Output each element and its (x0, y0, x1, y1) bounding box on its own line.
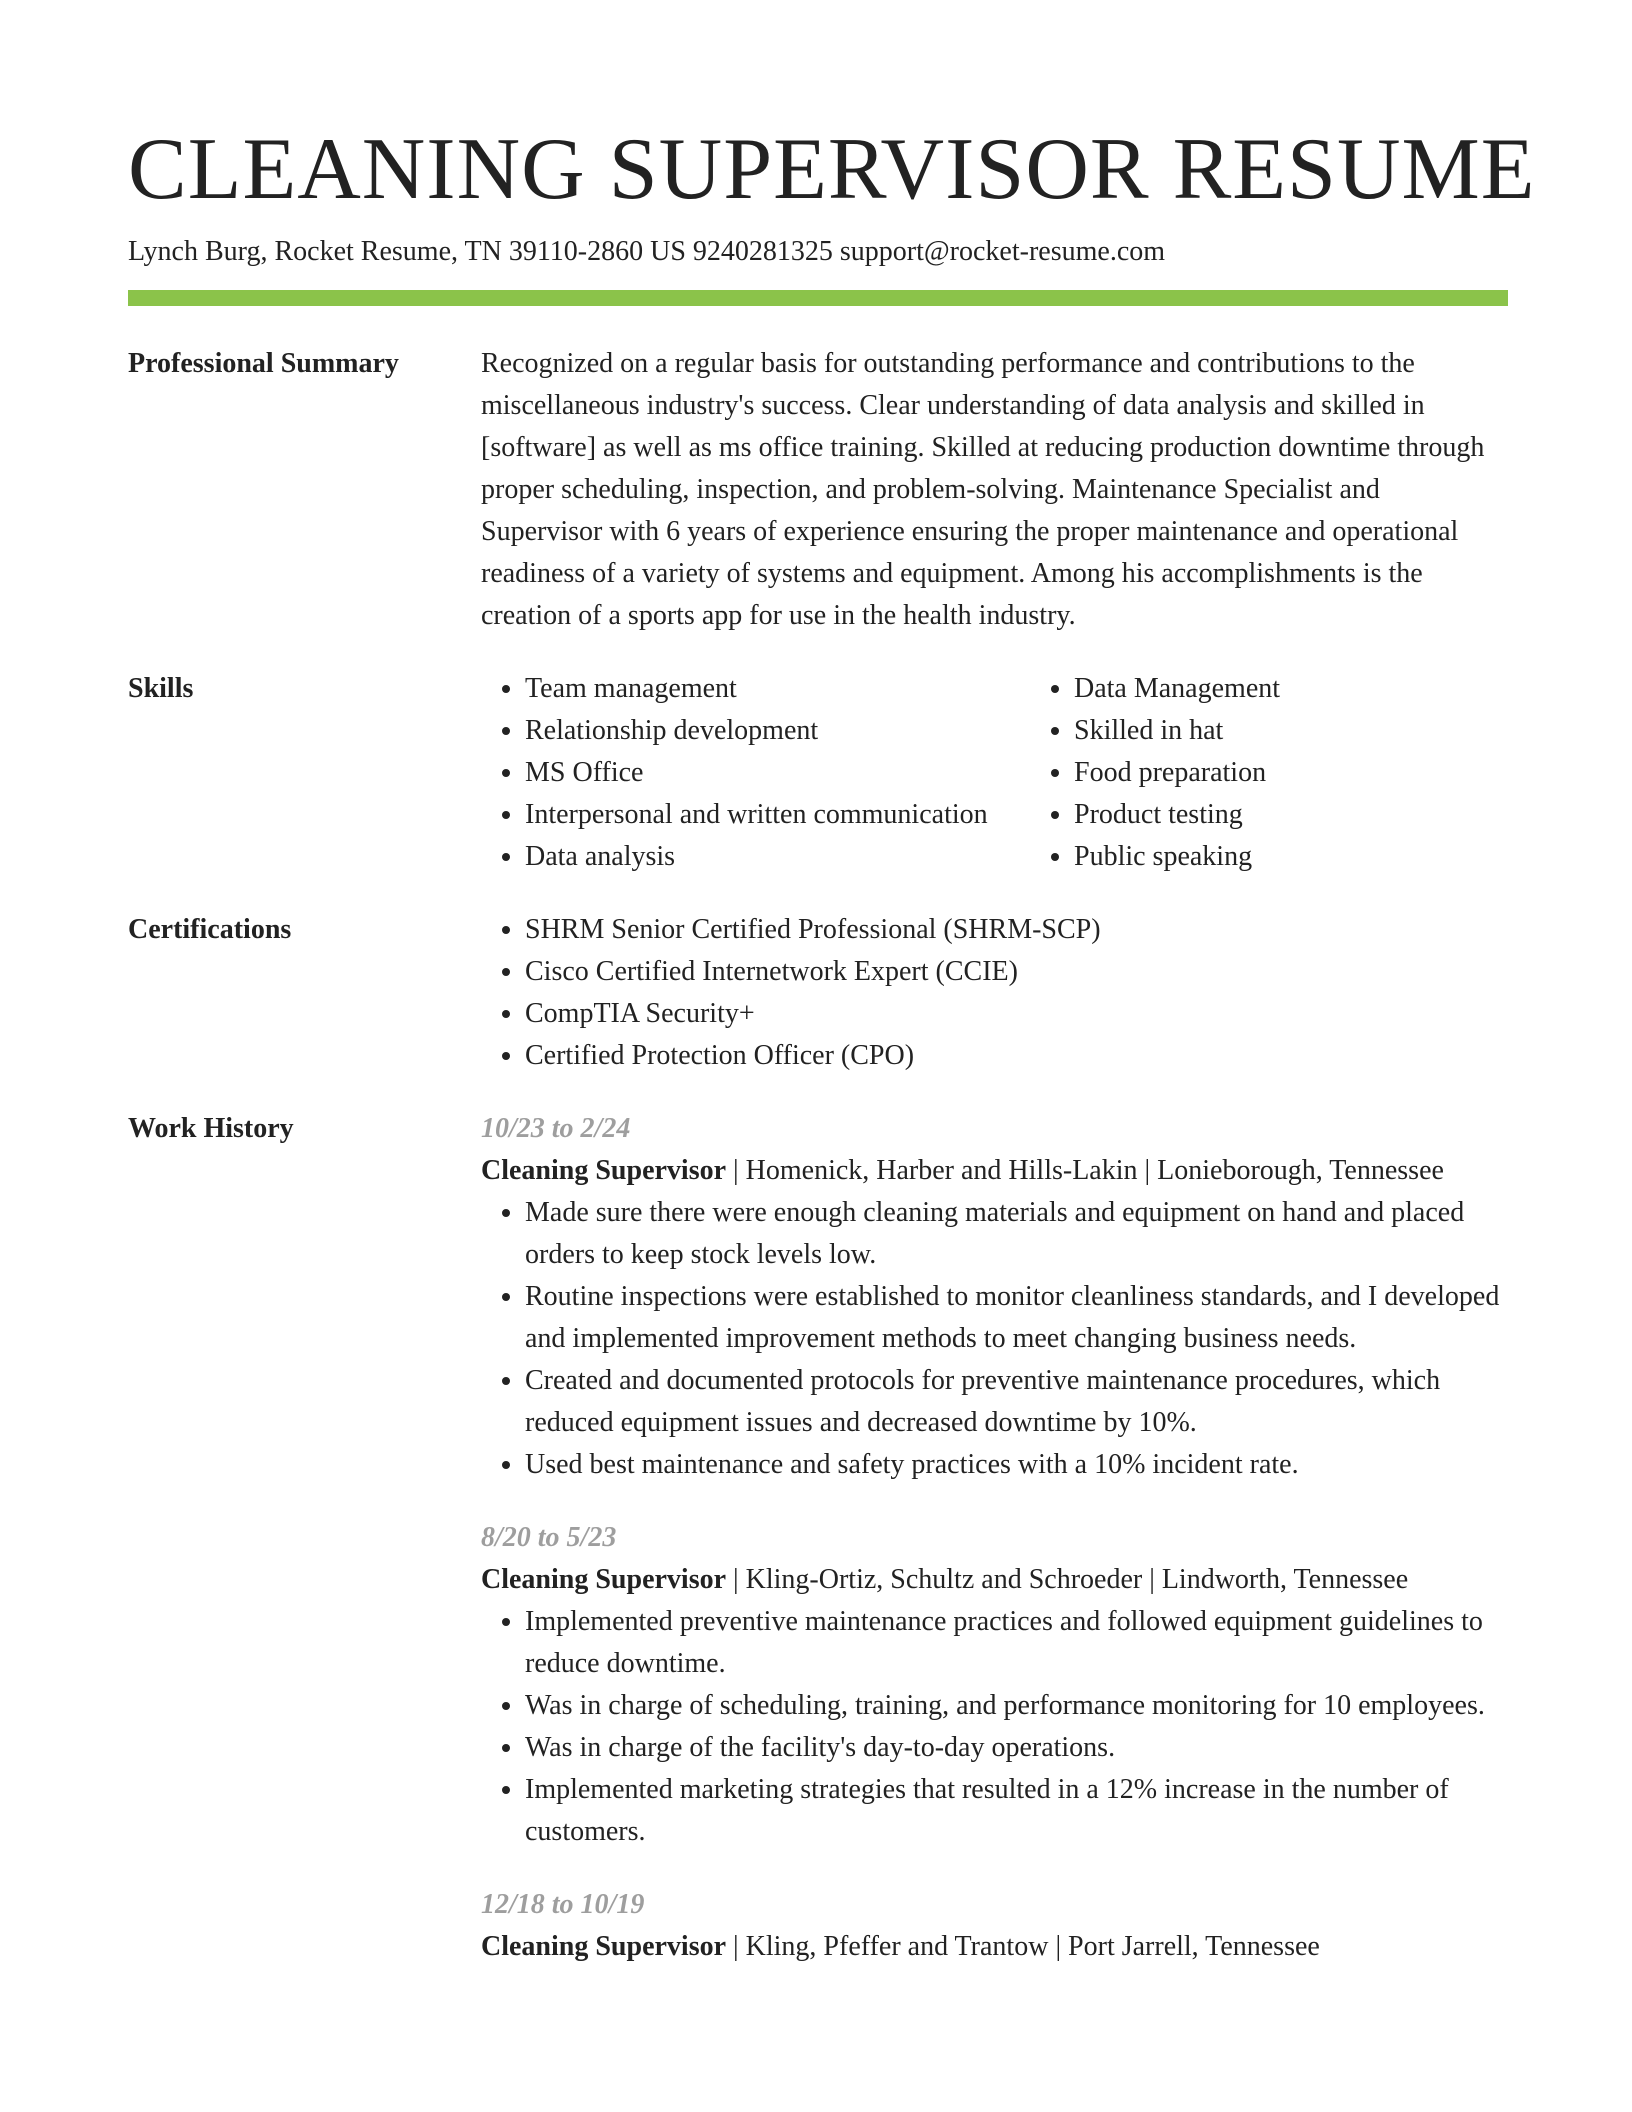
section-label-certifications: Certifications (128, 914, 292, 945)
job-bullets (481, 1192, 1508, 1486)
list-item: • Routine inspections were established to monitor cleanliness standards, and I developed and implemented improvement methods to meet changing business needs. (525, 1276, 1508, 1360)
list-item: • Product testing (1074, 794, 1579, 836)
separator: | (1137, 1155, 1158, 1186)
job-company: Kling-Ortiz, Schultz and Schroeder (745, 1564, 1143, 1595)
list-item: • Created and documented protocols for preventive maintenance procedures, which reduced equipment issues and decreased downtime by 10%. (525, 1360, 1508, 1444)
list-item: • Implemented marketing strategies that resulted in a 12% increase in the number of customers. (525, 1769, 1508, 1853)
job-role: Cleaning Supervisor (481, 1931, 727, 1962)
list-item: • Team management (525, 668, 1030, 710)
accent-divider (128, 290, 1508, 306)
section-label-summary: Professional Summary (128, 348, 399, 379)
separator: | (726, 1155, 746, 1186)
list-item: • Data Management (1074, 668, 1579, 710)
certifications-section (128, 909, 1508, 1077)
list-item: • Was in charge of scheduling, training, and performance monitoring for 10 employees. (525, 1685, 1508, 1727)
job-company: Kling, Pfeffer and Trantow (745, 1931, 1049, 1962)
skills-list-right (1030, 668, 1579, 878)
separator: | (1142, 1564, 1162, 1595)
separator: | (1048, 1931, 1069, 1962)
summary-text: Recognized on a regular basis for outstanding performance and contributions to the miscellaneous industry's success. Clear understanding of data analysis and skilled in [software] as well as ms office training. Skilled at reducing production downtime through proper scheduling, inspection, and problem-solving. Maintenance Specialist and Supervisor with 6 years of experience ensuring the proper maintenance and operational readiness of a variety of systems and equipment. Among his accomplishments is the creation of a sports app for use in the health industry. (481, 348, 1485, 631)
job-company: Homenick, Harber and Hills-Lakin (745, 1155, 1138, 1186)
list-item: • Interpersonal and written communication (525, 794, 1030, 836)
list-item: • Certified Protection Officer (CPO) (525, 1035, 1508, 1077)
job-location: Lindworth, Tennessee (1161, 1564, 1409, 1595)
job-dates: 12/18 to 10/19 (481, 1889, 645, 1920)
resume-page (128, 118, 1536, 1968)
list-item: • Data analysis (525, 836, 1030, 878)
list-item: • Public speaking (1074, 836, 1579, 878)
job-title-line (481, 1559, 1508, 1601)
section-label-work-history: Work History (128, 1113, 294, 1144)
separator: | (726, 1931, 746, 1962)
resume-title: CLEANING SUPERVISOR RESUME (128, 121, 1536, 218)
list-item: • Used best maintenance and safety practices with a 10% incident rate. (525, 1444, 1508, 1486)
job-dates: 10/23 to 2/24 (481, 1113, 631, 1144)
list-item: • Skilled in hat (1074, 710, 1579, 752)
job-role: Cleaning Supervisor (481, 1155, 727, 1186)
job-entry (481, 1108, 1508, 1486)
work-history-section (128, 1108, 1508, 1968)
summary-section (128, 343, 1508, 637)
job-bullets (481, 1601, 1508, 1853)
job-entry (481, 1517, 1508, 1853)
list-item: • CompTIA Security+ (525, 993, 1508, 1035)
skills-list-left (481, 668, 1030, 878)
job-title-line (481, 1150, 1508, 1192)
list-item: • Made sure there were enough cleaning materials and equipment on hand and placed orders to keep stock levels low. (525, 1192, 1508, 1276)
job-location: Lonieborough, Tennessee (1157, 1155, 1444, 1186)
list-item: • SHRM Senior Certified Professional (SHRM-SCP) (525, 909, 1508, 951)
separator: | (726, 1564, 746, 1595)
list-item: • Implemented preventive maintenance practices and followed equipment guidelines to reduce downtime. (525, 1601, 1508, 1685)
list-item: • MS Office (525, 752, 1030, 794)
contact-line: Lynch Burg, Rocket Resume, TN 39110-2860 US 9240281325 support@rocket-resume.com (128, 236, 1166, 267)
job-entry (481, 1884, 1508, 1968)
list-item: • Was in charge of the facility's day-to-day operations. (525, 1727, 1508, 1769)
certifications-list (481, 909, 1508, 1077)
list-item: • Food preparation (1074, 752, 1579, 794)
skills-section (128, 668, 1508, 878)
job-role: Cleaning Supervisor (481, 1564, 727, 1595)
job-title-line (481, 1926, 1508, 1968)
job-location: Port Jarrell, Tennessee (1068, 1931, 1320, 1962)
job-dates: 8/20 to 5/23 (481, 1522, 617, 1553)
list-item: • Relationship development (525, 710, 1030, 752)
list-item: • Cisco Certified Internetwork Expert (CCIE) (525, 951, 1508, 993)
section-label-skills: Skills (128, 673, 194, 704)
